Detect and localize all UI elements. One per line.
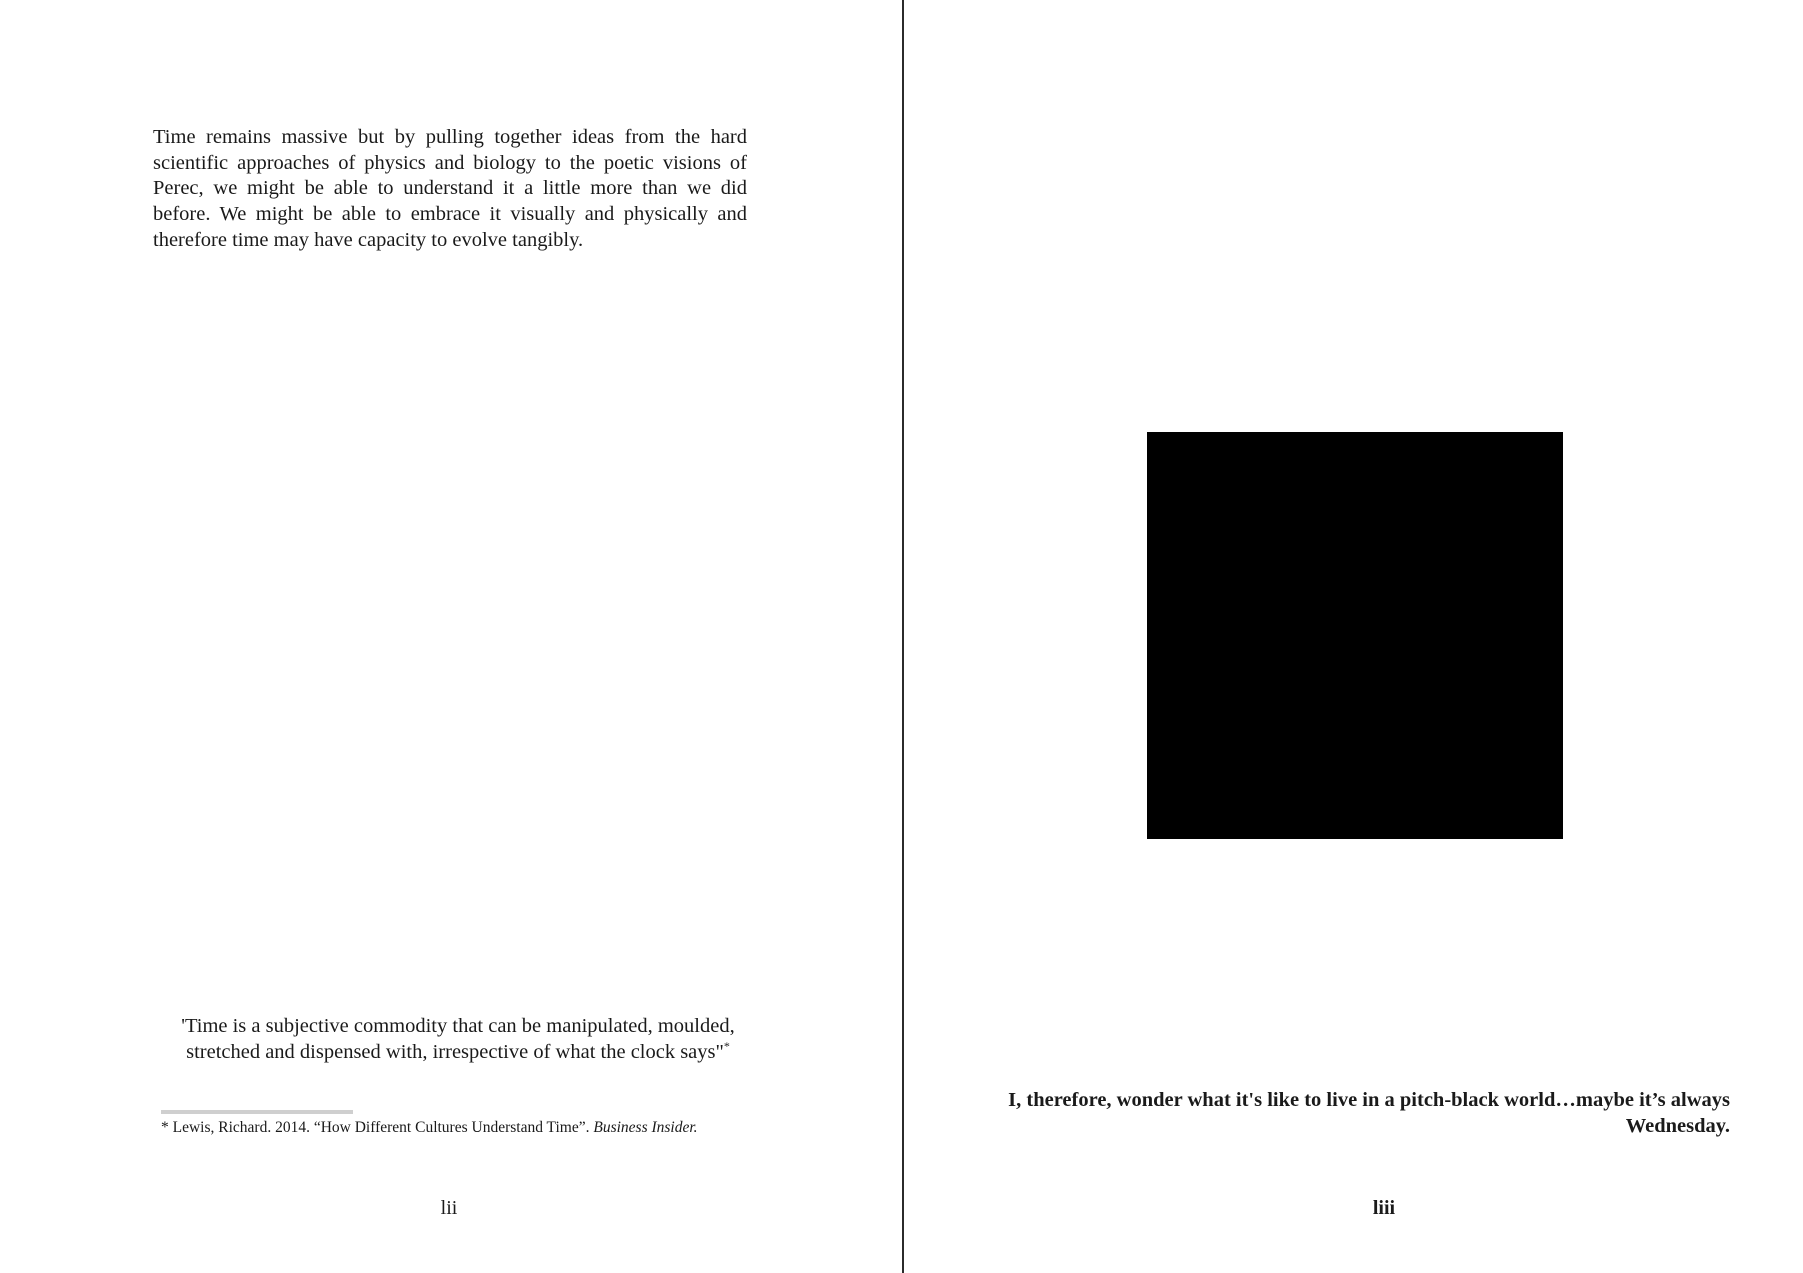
footnote-reference: * bbox=[723, 1038, 730, 1053]
footnote-citation: Lewis, Richard. 2014. “How Different Cultures Understand Time”. bbox=[172, 1119, 590, 1136]
right-page bbox=[905, 0, 1803, 1273]
footnote bbox=[161, 1118, 781, 1138]
black-square-image bbox=[1147, 432, 1563, 839]
pull-quote bbox=[158, 1014, 758, 1065]
footnote-marker: * bbox=[161, 1119, 169, 1136]
page-gutter-divider bbox=[902, 0, 904, 1273]
pull-quote-text: 'Time is a subjective commodity that can be manipulated, moulded, stretched and dispensed with, irrespective of what the clock says" bbox=[181, 1015, 735, 1063]
page-number-left: lii bbox=[440, 1197, 458, 1219]
footnote-source: Business Insider. bbox=[593, 1119, 698, 1136]
closing-statement: I, therefore, wonder what it's like to live in a pitch-black world…maybe it’s always Wednesday. bbox=[1008, 1089, 1730, 1137]
footnote-divider bbox=[161, 1110, 353, 1114]
page-number-right: liii bbox=[1372, 1197, 1396, 1219]
body-paragraph: Time remains massive but by pulling together ideas from the hard scientific approaches of physics and biology to the poetic visions of Perec, we might be able to understand it a little more than we did before. We might be able to embrace it visually and physically and therefore time may have capacity to evolve tangibly. bbox=[153, 126, 747, 251]
